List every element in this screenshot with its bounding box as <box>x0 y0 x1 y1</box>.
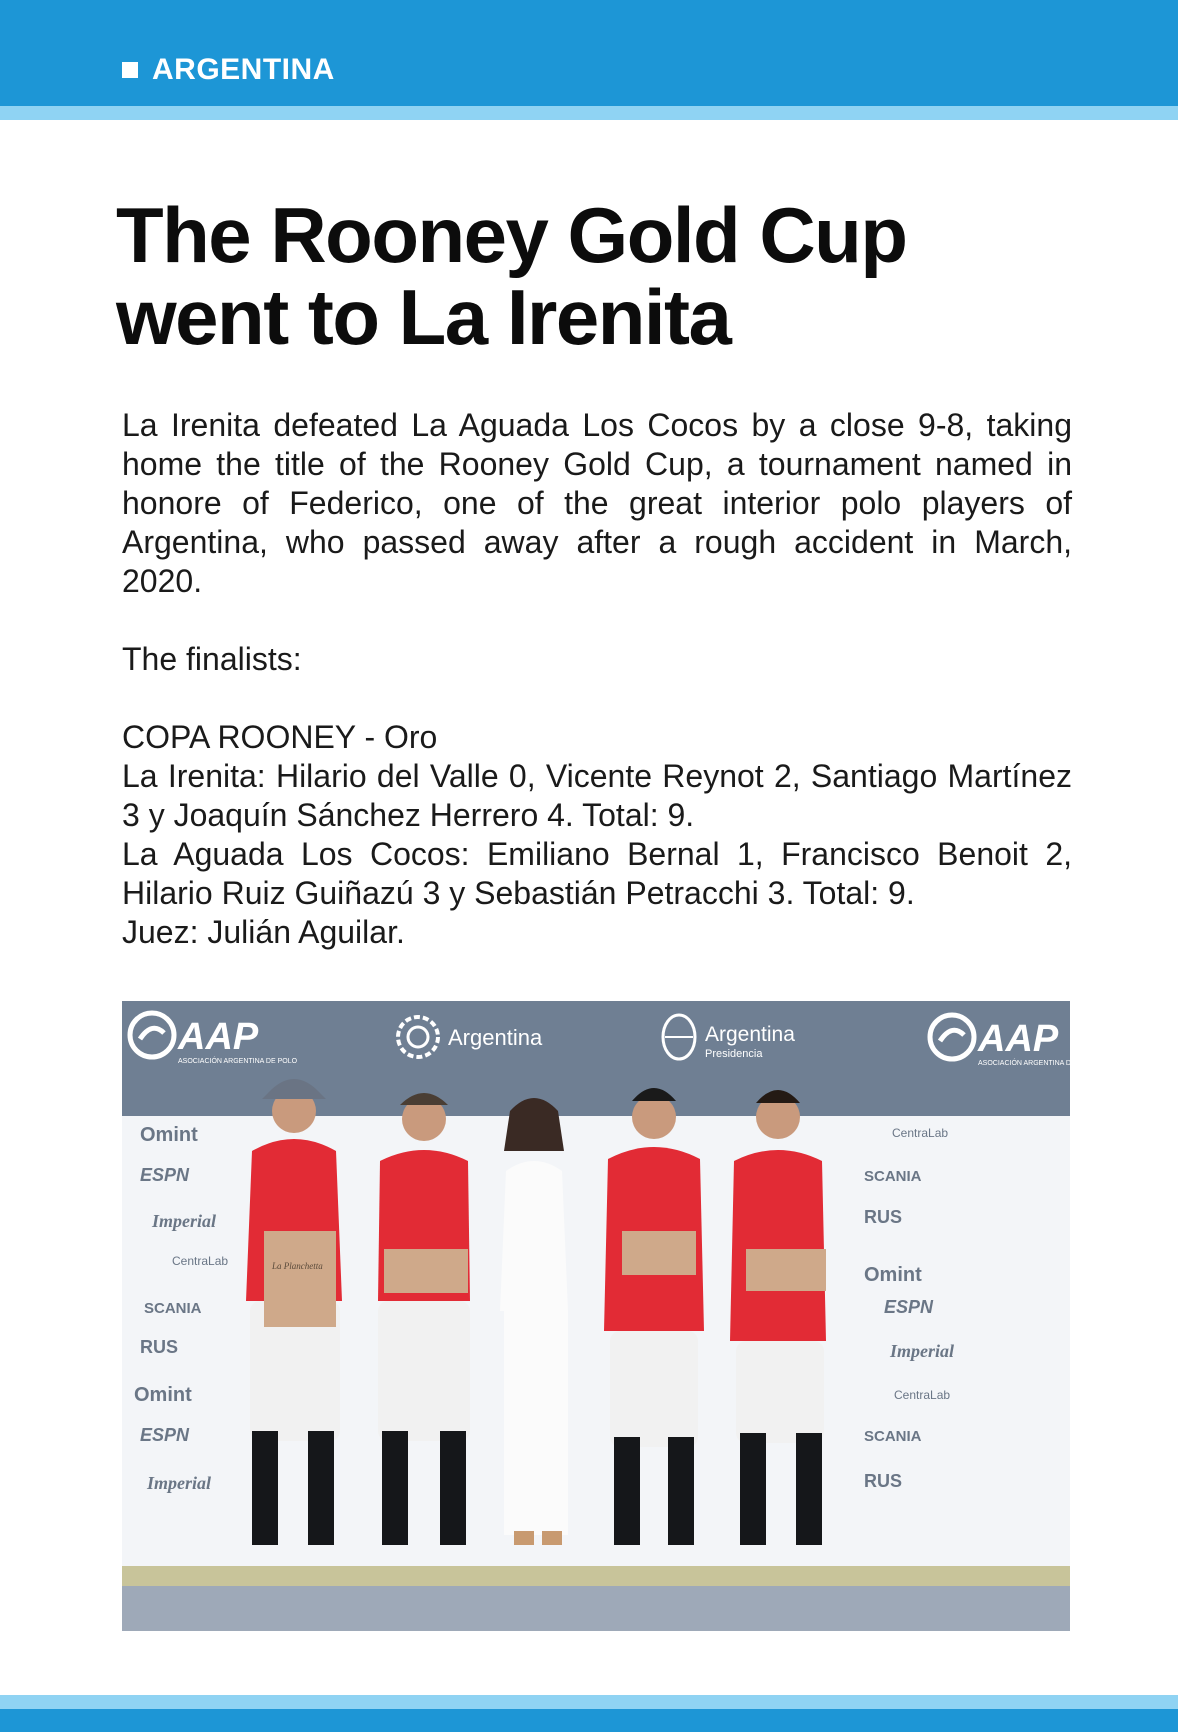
svg-text:AAP: AAP <box>178 1016 259 1058</box>
team-1-lineup: La Irenita: Hilario del Valle 0, Vicente Reynot 2, Santiago Martínez 3 y Joaquín Sánchez Herrero 4. Total: 9. <box>122 758 1072 833</box>
footer-stripe <box>0 1695 1178 1709</box>
svg-text:ASOCIACIÓN ARGENTINA DE POLO: ASOCIACIÓN ARGENTINA DE POLO <box>978 1060 1098 1067</box>
award-photo-illustration <box>122 1001 1098 1631</box>
svg-text:Imperial: Imperial <box>890 1341 955 1361</box>
svg-text:SCANIA: SCANIA <box>864 1428 922 1445</box>
svg-text:AAP: AAP <box>978 1018 1059 1060</box>
svg-text:RUS: RUS <box>140 1337 179 1357</box>
svg-text:Presidencia: Presidencia <box>705 1048 763 1060</box>
svg-text:ESPN: ESPN <box>140 1165 190 1185</box>
svg-text:SCANIA: SCANIA <box>144 1300 202 1317</box>
intro-paragraph: La Irenita defeated La Aguada Los Cocos by a close 9-8, taking home the title of the Rooney Gold Cup, a tournament named in honore of Federico, one of the great interior polo players of Argentina, who passed away after a rough accident in March, 2020. <box>122 407 1072 599</box>
svg-text:Argentina: Argentina <box>448 1025 543 1050</box>
article-body <box>122 406 1072 952</box>
cup-name: COPA ROONEY - Oro <box>122 719 438 755</box>
svg-text:Imperial: Imperial <box>152 1211 217 1231</box>
svg-text:RUS: RUS <box>864 1207 903 1227</box>
svg-text:CentraLab: CentraLab <box>894 1388 951 1402</box>
svg-text:Omint: Omint <box>140 1124 198 1146</box>
team-2-lineup: La Aguada Los Cocos: Emiliano Bernal 1, Francisco Benoit 2, Hilario Ruiz Guiñazú 3 y Sebastián Petracchi 3. Total: 9. <box>122 836 1072 911</box>
svg-text:ESPN: ESPN <box>884 1297 934 1317</box>
award-photo <box>122 1001 1098 1631</box>
header-stripe <box>0 106 1178 120</box>
svg-text:ASOCIACIÓN ARGENTINA DE POLO: ASOCIACIÓN ARGENTINA DE POLO <box>178 1058 298 1065</box>
section-label: ARGENTINA <box>152 53 335 86</box>
svg-text:Argentina: Argentina <box>705 1023 795 1046</box>
svg-text:Imperial: Imperial <box>147 1473 212 1493</box>
judge-line: Juez: Julián Aguilar. <box>122 914 405 950</box>
title-line-1: The Rooney Gold Cup <box>116 191 907 279</box>
finalists-heading: The finalists: <box>122 641 302 677</box>
square-icon <box>122 62 138 78</box>
stage-floor <box>122 1586 1070 1631</box>
footer-band <box>0 1709 1178 1732</box>
svg-text:Omint: Omint <box>134 1384 192 1406</box>
article-title <box>116 191 1076 361</box>
title-line-2: went to La Irenita <box>116 273 731 361</box>
svg-text:CentraLab: CentraLab <box>892 1126 949 1140</box>
svg-text:SCANIA: SCANIA <box>864 1168 922 1185</box>
svg-text:RUS: RUS <box>864 1471 903 1491</box>
svg-text:Omint: Omint <box>864 1264 922 1286</box>
svg-text:CentraLab: CentraLab <box>172 1254 229 1268</box>
svg-text:La Planchetta: La Planchetta <box>272 1261 323 1271</box>
svg-text:ESPN: ESPN <box>140 1425 190 1445</box>
section-tag <box>122 48 335 92</box>
